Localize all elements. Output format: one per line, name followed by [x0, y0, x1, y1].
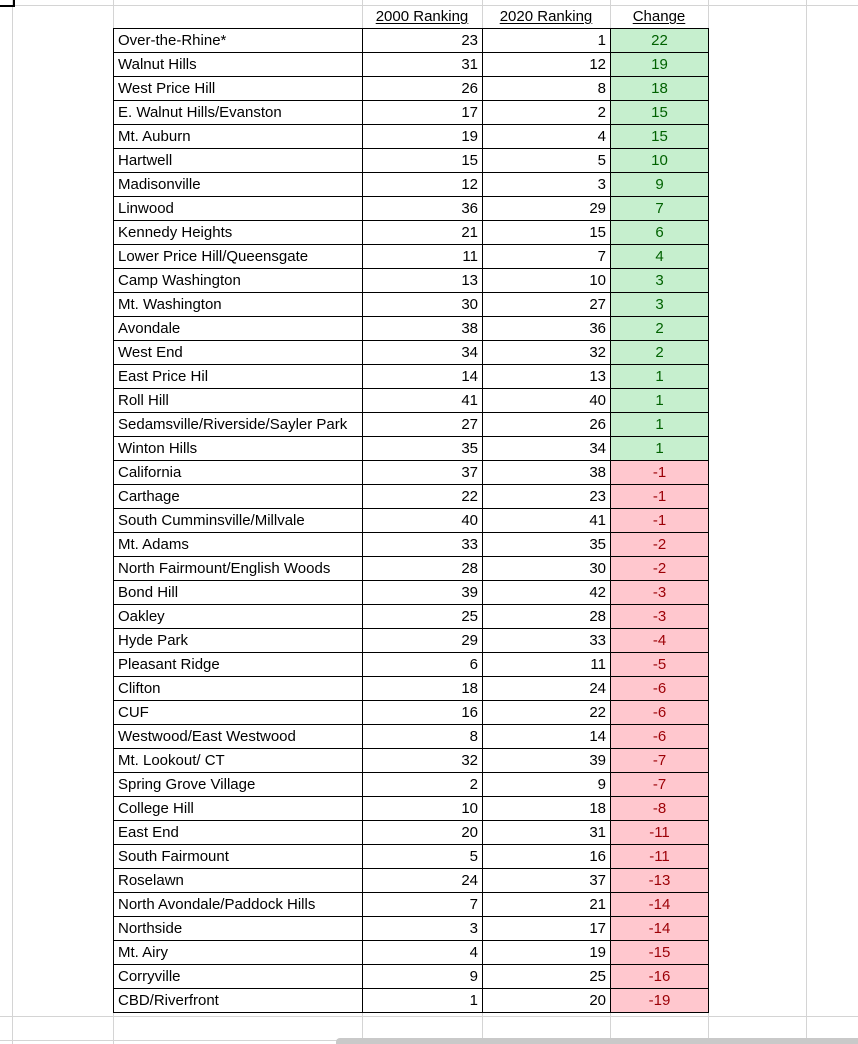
cell-neighborhood[interactable]: North Fairmount/English Woods — [114, 557, 363, 581]
cell-change[interactable]: 1 — [611, 437, 709, 461]
cell-2000-ranking[interactable]: 18 — [363, 677, 483, 701]
cell-neighborhood[interactable]: South Cumminsville/Millvale — [114, 509, 363, 533]
cell-change[interactable]: -2 — [611, 533, 709, 557]
cell-2020-ranking[interactable]: 5 — [483, 149, 611, 173]
cell-2000-ranking[interactable]: 34 — [363, 341, 483, 365]
rankings-table — [113, 28, 709, 1013]
cell-2000-ranking[interactable]: 24 — [363, 869, 483, 893]
cell-2020-ranking[interactable]: 4 — [483, 125, 611, 149]
cell-neighborhood[interactable]: Oakley — [114, 605, 363, 629]
cell-2000-ranking[interactable]: 22 — [363, 485, 483, 509]
table-row — [114, 149, 709, 173]
table-row — [114, 461, 709, 485]
cell-2020-ranking[interactable]: 10 — [483, 269, 611, 293]
cell-2000-ranking[interactable]: 39 — [363, 581, 483, 605]
cell-neighborhood[interactable]: North Avondale/Paddock Hills — [114, 893, 363, 917]
cell-neighborhood[interactable]: Avondale — [114, 317, 363, 341]
cell-change[interactable]: -6 — [611, 725, 709, 749]
cell-2000-ranking[interactable]: 40 — [363, 509, 483, 533]
cell-2000-ranking[interactable]: 27 — [363, 413, 483, 437]
cell-change[interactable]: 7 — [611, 197, 709, 221]
cell-2000-ranking[interactable]: 8 — [363, 725, 483, 749]
table-row — [114, 485, 709, 509]
cell-neighborhood[interactable]: Bond Hill — [114, 581, 363, 605]
table-row — [114, 269, 709, 293]
cell-change[interactable]: -1 — [611, 485, 709, 509]
cell-2020-ranking[interactable]: 30 — [483, 557, 611, 581]
cell-2020-ranking[interactable]: 7 — [483, 245, 611, 269]
cell-neighborhood[interactable]: Corryville — [114, 965, 363, 989]
cell-neighborhood[interactable]: Clifton — [114, 677, 363, 701]
cell-neighborhood[interactable]: Mt. Washington — [114, 293, 363, 317]
cell-neighborhood[interactable]: Lower Price Hill/Queensgate — [114, 245, 363, 269]
table-row — [114, 293, 709, 317]
cell-2020-ranking[interactable]: 22 — [483, 701, 611, 725]
cell-change[interactable]: -1 — [611, 461, 709, 485]
cell-change[interactable]: -7 — [611, 773, 709, 797]
table-row — [114, 605, 709, 629]
cell-2020-ranking[interactable]: 26 — [483, 413, 611, 437]
cell-2020-ranking[interactable]: 19 — [483, 941, 611, 965]
cell-2000-ranking[interactable]: 36 — [363, 197, 483, 221]
table-row — [114, 869, 709, 893]
cell-neighborhood[interactable]: Mt. Adams — [114, 533, 363, 557]
table-row — [114, 677, 709, 701]
cell-change[interactable]: -3 — [611, 605, 709, 629]
cell-2020-ranking[interactable]: 41 — [483, 509, 611, 533]
table-row — [114, 749, 709, 773]
cell-2020-ranking[interactable]: 3 — [483, 173, 611, 197]
cell-2000-ranking[interactable]: 37 — [363, 461, 483, 485]
cell-2000-ranking[interactable]: 16 — [363, 701, 483, 725]
cell-2000-ranking[interactable]: 41 — [363, 389, 483, 413]
cell-2020-ranking[interactable]: 9 — [483, 773, 611, 797]
cell-change[interactable]: 9 — [611, 173, 709, 197]
table-row — [114, 965, 709, 989]
cell-2020-ranking[interactable]: 25 — [483, 965, 611, 989]
table-row — [114, 101, 709, 125]
cell-2020-ranking[interactable]: 17 — [483, 917, 611, 941]
table-row — [114, 941, 709, 965]
cell-2020-ranking[interactable]: 39 — [483, 749, 611, 773]
cell-2020-ranking[interactable]: 1 — [483, 29, 611, 53]
cell-2020-ranking[interactable]: 38 — [483, 461, 611, 485]
table-row — [114, 509, 709, 533]
table-row — [114, 389, 709, 413]
table-row — [114, 725, 709, 749]
cell-change[interactable]: -2 — [611, 557, 709, 581]
gridline — [12, 0, 13, 1044]
cell-neighborhood[interactable]: Kennedy Heights — [114, 221, 363, 245]
cell-2020-ranking[interactable]: 40 — [483, 389, 611, 413]
table-row — [114, 989, 709, 1013]
cell-neighborhood[interactable]: Pleasant Ridge — [114, 653, 363, 677]
table-row — [114, 533, 709, 557]
cell-2020-ranking[interactable]: 14 — [483, 725, 611, 749]
cell-change[interactable]: -15 — [611, 941, 709, 965]
cell-change[interactable]: 3 — [611, 269, 709, 293]
cell-change[interactable]: 10 — [611, 149, 709, 173]
cell-2020-ranking[interactable]: 2 — [483, 101, 611, 125]
table-row — [114, 653, 709, 677]
cell-neighborhood[interactable]: Carthage — [114, 485, 363, 509]
cell-neighborhood[interactable]: Roll Hill — [114, 389, 363, 413]
cell-change[interactable]: -16 — [611, 965, 709, 989]
cell-2020-ranking[interactable]: 37 — [483, 869, 611, 893]
cell-2000-ranking[interactable]: 28 — [363, 557, 483, 581]
cell-2020-ranking[interactable]: 42 — [483, 581, 611, 605]
cell-change[interactable]: 1 — [611, 365, 709, 389]
cell-neighborhood[interactable]: College Hill — [114, 797, 363, 821]
table-row — [114, 197, 709, 221]
cell-change[interactable]: 19 — [611, 53, 709, 77]
cell-change[interactable]: -14 — [611, 893, 709, 917]
table-row — [114, 701, 709, 725]
cell-neighborhood[interactable]: Over-the-Rhine* — [114, 29, 363, 53]
cell-change[interactable]: -19 — [611, 989, 709, 1013]
cell-2000-ranking[interactable]: 13 — [363, 269, 483, 293]
cell-2020-ranking[interactable]: 15 — [483, 221, 611, 245]
cell-neighborhood[interactable]: Walnut Hills — [114, 53, 363, 77]
cell-2020-ranking[interactable]: 16 — [483, 845, 611, 869]
cell-2020-ranking[interactable]: 31 — [483, 821, 611, 845]
cell-change[interactable]: -14 — [611, 917, 709, 941]
cell-2000-ranking[interactable]: 26 — [363, 77, 483, 101]
cell-neighborhood[interactable]: East Price Hil — [114, 365, 363, 389]
cell-change[interactable]: -11 — [611, 845, 709, 869]
cell-2020-ranking[interactable]: 29 — [483, 197, 611, 221]
cell-neighborhood[interactable]: Mt. Airy — [114, 941, 363, 965]
header-2000-ranking[interactable]: 2000 Ranking — [375, 8, 469, 25]
cell-2020-ranking[interactable]: 23 — [483, 485, 611, 509]
cell-neighborhood[interactable]: Sedamsville/Riverside/Sayler Park — [114, 413, 363, 437]
cell-2000-ranking[interactable]: 5 — [363, 845, 483, 869]
cell-change[interactable]: 4 — [611, 245, 709, 269]
cell-2020-ranking[interactable]: 27 — [483, 293, 611, 317]
table-row — [114, 365, 709, 389]
cell-change[interactable]: 6 — [611, 221, 709, 245]
table-row — [114, 629, 709, 653]
cell-2020-ranking[interactable]: 8 — [483, 77, 611, 101]
cell-2000-ranking[interactable]: 15 — [363, 149, 483, 173]
gridline — [806, 0, 807, 1044]
cell-neighborhood[interactable]: Hartwell — [114, 149, 363, 173]
cell-neighborhood[interactable]: East End — [114, 821, 363, 845]
header-change[interactable]: Change — [632, 8, 686, 25]
table-row — [114, 29, 709, 53]
cell-2000-ranking[interactable]: 35 — [363, 437, 483, 461]
cell-change[interactable]: -8 — [611, 797, 709, 821]
cell-2000-ranking[interactable]: 11 — [363, 245, 483, 269]
cell-2020-ranking[interactable]: 13 — [483, 365, 611, 389]
cell-change[interactable]: -13 — [611, 869, 709, 893]
cell-2020-ranking[interactable]: 35 — [483, 533, 611, 557]
select-all-corner[interactable] — [0, 0, 15, 7]
table-row — [114, 437, 709, 461]
table-row — [114, 53, 709, 77]
cell-neighborhood[interactable]: Mt. Auburn — [114, 125, 363, 149]
table-row — [114, 221, 709, 245]
cell-neighborhood[interactable]: CUF — [114, 701, 363, 725]
cell-2000-ranking[interactable]: 20 — [363, 821, 483, 845]
cell-2000-ranking[interactable]: 9 — [363, 965, 483, 989]
cell-2020-ranking[interactable]: 36 — [483, 317, 611, 341]
cell-change[interactable]: 1 — [611, 413, 709, 437]
table-row — [114, 821, 709, 845]
table-row — [114, 917, 709, 941]
cell-2000-ranking[interactable]: 2 — [363, 773, 483, 797]
cell-2000-ranking[interactable]: 19 — [363, 125, 483, 149]
cell-2020-ranking[interactable]: 33 — [483, 629, 611, 653]
cell-2000-ranking[interactable]: 4 — [363, 941, 483, 965]
cell-2000-ranking[interactable]: 14 — [363, 365, 483, 389]
table-row — [114, 341, 709, 365]
table-row — [114, 797, 709, 821]
horizontal-scrollbar[interactable] — [336, 1038, 858, 1044]
table-row — [114, 245, 709, 269]
cell-2020-ranking[interactable]: 21 — [483, 893, 611, 917]
cell-2020-ranking[interactable]: 11 — [483, 653, 611, 677]
cell-change[interactable]: -7 — [611, 749, 709, 773]
cell-neighborhood[interactable]: West Price Hill — [114, 77, 363, 101]
cell-neighborhood[interactable]: Madisonville — [114, 173, 363, 197]
cell-change[interactable]: -3 — [611, 581, 709, 605]
cell-2000-ranking[interactable]: 23 — [363, 29, 483, 53]
cell-change[interactable]: -6 — [611, 677, 709, 701]
cell-2000-ranking[interactable]: 3 — [363, 917, 483, 941]
cell-2000-ranking[interactable]: 25 — [363, 605, 483, 629]
cell-2000-ranking[interactable]: 31 — [363, 53, 483, 77]
cell-2020-ranking[interactable]: 12 — [483, 53, 611, 77]
cell-neighborhood[interactable]: Camp Washington — [114, 269, 363, 293]
cell-2020-ranking[interactable]: 18 — [483, 797, 611, 821]
cell-change[interactable]: 2 — [611, 341, 709, 365]
cell-change[interactable]: 18 — [611, 77, 709, 101]
cell-change[interactable]: 3 — [611, 293, 709, 317]
table-row — [114, 773, 709, 797]
header-2020-ranking[interactable]: 2020 Ranking — [499, 8, 593, 25]
table-row — [114, 581, 709, 605]
cell-neighborhood[interactable]: Mt. Lookout/ CT — [114, 749, 363, 773]
cell-neighborhood[interactable]: Winton Hills — [114, 437, 363, 461]
cell-neighborhood[interactable]: South Fairmount — [114, 845, 363, 869]
cell-2000-ranking[interactable]: 32 — [363, 749, 483, 773]
cell-neighborhood[interactable]: Northside — [114, 917, 363, 941]
cell-2000-ranking[interactable]: 21 — [363, 221, 483, 245]
table-row — [114, 893, 709, 917]
cell-2000-ranking[interactable]: 33 — [363, 533, 483, 557]
cell-2020-ranking[interactable]: 32 — [483, 341, 611, 365]
cell-change[interactable]: -1 — [611, 509, 709, 533]
cell-neighborhood[interactable]: CBD/Riverfront — [114, 989, 363, 1013]
cell-2000-ranking[interactable]: 12 — [363, 173, 483, 197]
table-row — [114, 557, 709, 581]
cell-neighborhood[interactable]: Linwood — [114, 197, 363, 221]
cell-2020-ranking[interactable]: 34 — [483, 437, 611, 461]
table-row — [114, 845, 709, 869]
cell-neighborhood[interactable]: Hyde Park — [114, 629, 363, 653]
cell-neighborhood[interactable]: Westwood/East Westwood — [114, 725, 363, 749]
cell-change[interactable]: -5 — [611, 653, 709, 677]
cell-neighborhood[interactable]: E. Walnut Hills/Evanston — [114, 101, 363, 125]
cell-change[interactable]: -11 — [611, 821, 709, 845]
cell-neighborhood[interactable]: California — [114, 461, 363, 485]
cell-2000-ranking[interactable]: 38 — [363, 317, 483, 341]
cell-neighborhood[interactable]: Spring Grove Village — [114, 773, 363, 797]
gridline — [0, 1016, 858, 1017]
table-row — [114, 125, 709, 149]
cell-2000-ranking[interactable]: 7 — [363, 893, 483, 917]
cell-2000-ranking[interactable]: 10 — [363, 797, 483, 821]
cell-change[interactable]: -4 — [611, 629, 709, 653]
cell-neighborhood[interactable]: West End — [114, 341, 363, 365]
cell-2020-ranking[interactable]: 20 — [483, 989, 611, 1013]
cell-2020-ranking[interactable]: 24 — [483, 677, 611, 701]
table-row — [114, 413, 709, 437]
cell-2000-ranking[interactable]: 17 — [363, 101, 483, 125]
cell-change[interactable]: 15 — [611, 101, 709, 125]
cell-neighborhood[interactable]: Roselawn — [114, 869, 363, 893]
cell-2000-ranking[interactable]: 29 — [363, 629, 483, 653]
table-row — [114, 317, 709, 341]
cell-change[interactable]: -6 — [611, 701, 709, 725]
table-row — [114, 77, 709, 101]
table-row — [114, 173, 709, 197]
cell-change[interactable]: 22 — [611, 29, 709, 53]
cell-2000-ranking[interactable]: 30 — [363, 293, 483, 317]
cell-2020-ranking[interactable]: 28 — [483, 605, 611, 629]
cell-2000-ranking[interactable]: 6 — [363, 653, 483, 677]
cell-change[interactable]: 1 — [611, 389, 709, 413]
cell-2000-ranking[interactable]: 1 — [363, 989, 483, 1013]
cell-change[interactable]: 2 — [611, 317, 709, 341]
cell-change[interactable]: 15 — [611, 125, 709, 149]
